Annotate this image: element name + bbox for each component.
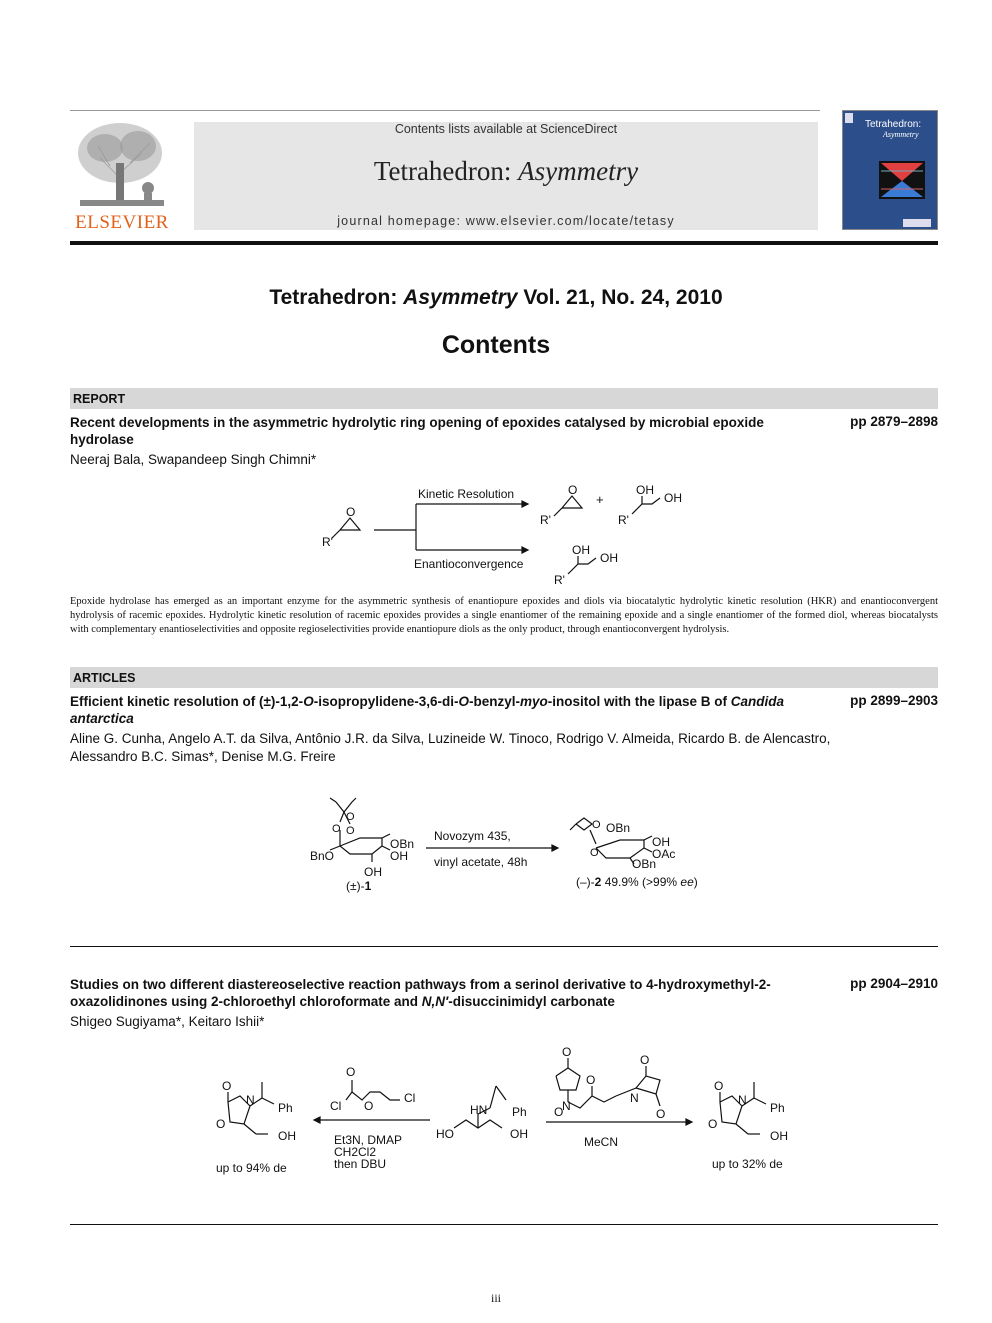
journal-title-plain: Tetrahedron: [373, 156, 512, 186]
chloroformate-cl-a: Cl [330, 1099, 342, 1113]
section-header-report: REPORT [70, 388, 938, 409]
entry-1-graphical-abstract [300, 478, 720, 590]
product-epoxide-substituent: R' [540, 513, 551, 527]
entry-1-title[interactable]: Recent developments in the asymmetric hydrolytic ring opening of epoxides catalysed by microbial epoxide hydrolase [70, 415, 764, 447]
reagent-vinyl-acetate: vinyl acetate, 48h [434, 855, 528, 869]
prod-oh: OH [652, 835, 670, 849]
left-oxaz-ph: Ph [278, 1101, 293, 1115]
serinol-ph: Ph [512, 1105, 527, 1119]
prod-label-yield: 49.9% (>99% [601, 875, 681, 889]
sm-o-top: O [346, 811, 355, 823]
prod-obn-top: OBn [606, 821, 631, 835]
reagent-enantioconvergence: Enantioconvergence [414, 557, 524, 571]
issue-journal-italic: Asymmetry [403, 286, 518, 309]
section-header-articles: ARTICLES [70, 667, 938, 688]
left-conditions-2: CH2Cl2 [334, 1145, 377, 1159]
sm-label-number: 1 [364, 879, 372, 893]
issue-title [0, 286, 992, 310]
diol-2-oh-b: OH [600, 551, 618, 565]
prod-o-left: O [590, 847, 599, 859]
diol-1-substituent: R' [618, 513, 629, 527]
right-oxaz-o-carbonyl: O [714, 1079, 724, 1093]
entry-2-pages: pp 2899–2903 [850, 693, 938, 708]
sm-label-prefix: (±)- [346, 879, 365, 893]
prod-label-prefix: (–)- [576, 875, 595, 889]
entry-3-title-italic: N,N′ [421, 994, 449, 1009]
left-conditions-1: Et3N, DMAP [334, 1133, 403, 1147]
serinol-oh: OH [510, 1127, 528, 1141]
right-conditions: MeCN [584, 1135, 619, 1149]
entry-2-title-italic: O [303, 694, 314, 709]
prod-label [576, 875, 698, 889]
prod-obn-bottom: OBn [632, 857, 657, 871]
prod-label-ee: ee [680, 875, 694, 889]
left-yield: up to 94% de [216, 1161, 287, 1175]
entry-1-pages: pp 2879–2898 [850, 414, 938, 429]
left-oxaz-oh: OH [278, 1129, 296, 1143]
entry-2-title-italic: myo [520, 694, 548, 709]
diol-1-oh-a: OH [636, 483, 654, 497]
sm-obn: OBn [390, 837, 415, 851]
serinol-hn: HN [470, 1103, 488, 1117]
journal-homepage-link[interactable]: journal homepage: www.elsevier.com/locate/tetasy [337, 214, 675, 228]
right-oxaz-ph: Ph [770, 1101, 785, 1115]
page-number: iii [490, 1291, 501, 1305]
left-oxaz-o-ring: O [216, 1117, 226, 1131]
cover-subtitle: Asymmetry [883, 130, 919, 139]
entry-3-title-part: -disuccinimidyl carbonate [448, 994, 615, 1009]
diol-1-oh-b: OH [664, 491, 682, 505]
entry-3-authors: Shigeo Sugiyama*, Keitaro Ishii* [70, 1014, 265, 1029]
sm-o-right: O [346, 825, 355, 837]
entry-2-title-part: -inositol with the lipase B of [547, 694, 731, 709]
dsc-o-1: O [562, 1045, 572, 1059]
reagent-kinetic-resolution: Kinetic Resolution [418, 487, 515, 501]
diol-2-oh-a: OH [572, 543, 590, 557]
right-oxaz-n: N [738, 1093, 747, 1107]
issue-volume: Vol. 21, No. 24, 2010 [523, 286, 723, 309]
entry-2-title-italic: O [458, 694, 469, 709]
prod-oac: OAc [652, 847, 676, 861]
entry-2-title[interactable] [70, 693, 810, 727]
entry-2-title-part: -isopropylidene-3,6-di- [313, 694, 459, 709]
entry-separator-bottom [70, 1224, 938, 1225]
chloroformate-o: O [346, 1065, 356, 1079]
left-conditions-3: then DBU [334, 1157, 387, 1171]
epoxide-oxygen: O [346, 505, 356, 519]
contents-available-line[interactable]: Contents lists available at ScienceDirect [394, 122, 618, 136]
sm-substituent: R' [322, 535, 333, 549]
sm-o-left: O [332, 823, 341, 835]
dsc-o-3: O [554, 1105, 564, 1119]
product-epoxide-oxygen: O [568, 483, 578, 497]
left-oxaz-n: N [246, 1093, 255, 1107]
prod-label-close: ) [693, 875, 698, 889]
entry-1-authors: Neeraj Bala, Swapandeep Singh Chimni* [70, 452, 317, 467]
journal-cover-thumbnail[interactable] [842, 110, 938, 230]
publisher-name: ELSEVIER [75, 212, 169, 233]
cover-art [843, 111, 938, 230]
journal-title-italic: Asymmetry [518, 156, 639, 186]
journal-title [194, 156, 818, 187]
sm-label [346, 879, 372, 893]
entry-2-title-part: -benzyl- [468, 694, 520, 709]
entry-3-pages: pp 2904–2910 [850, 976, 938, 991]
entry-2-graphical-abstract [300, 790, 720, 898]
reagent-novozym: Novozym 435, [434, 829, 511, 843]
left-oxaz-o-carbonyl: O [222, 1079, 232, 1093]
dsc-o-2: O [586, 1073, 596, 1087]
dsc-n-2: N [630, 1091, 639, 1105]
plus-sign: + [596, 492, 604, 507]
entry-2-authors: Aline G. Cunha, Angelo A.T. da Silva, Antônio J.R. da Silva, Luzineide W. Tinoco, Rodrigo V. Almeida, Ricardo B. de Alencastro, Alessandro B.C. Simas*, Denise M.G. Freire [70, 731, 831, 764]
chloroformate-o-ester: O [364, 1099, 374, 1113]
prod-o-top: O [592, 819, 601, 831]
entry-2-title-italic: Candida antarctica [70, 694, 785, 726]
dsc-o-5: O [656, 1107, 666, 1121]
journal-masthead [194, 122, 818, 230]
serinol-ho: HO [436, 1127, 454, 1141]
dsc-n-1: N [562, 1099, 571, 1113]
right-yield: up to 32% de [712, 1157, 783, 1171]
dsc-o-4: O [640, 1053, 650, 1067]
entry-1-abstract: Epoxide hydrolase has emerged as an important enzyme for the asymmetric synthesis of enantiopure epoxides and diols via biocatalytic hydrolytic kinetic resolution (HKR) and enantioconvergent hydrolysis of racemic epoxides. Hydrolytic kinetic resolution of racemic epoxides provides a single enantiomer of the remaining epoxide and a single enantiomer of the formed diol, whereas biocatalysts with complementary enantioselectivities and opposite regioselectivities provide enantiopure diols as the only product, through enantioconvergent hydrolysis. [70, 596, 938, 635]
entry-3-graphical-abstract [200, 1040, 820, 1180]
issue-journal-plain: Tetrahedron: [269, 286, 398, 309]
right-oxaz-oh: OH [770, 1129, 788, 1143]
contents-heading: Contents [441, 331, 551, 359]
sm-oh-right: OH [390, 849, 408, 863]
sm-oh-bottom: OH [364, 865, 382, 879]
header-top-rule [70, 110, 820, 111]
diol-2-substituent: R' [554, 573, 565, 587]
entry-3-title[interactable] [70, 976, 810, 1010]
right-oxaz-o-ring: O [708, 1117, 718, 1131]
prod-label-number: 2 [594, 875, 602, 889]
entry-2-title-part: Efficient kinetic resolution of (±)-1,2- [70, 694, 304, 709]
cover-title: Tetrahedron: [865, 119, 922, 130]
sm-bno: BnO [310, 849, 335, 863]
chloroformate-cl-b: Cl [404, 1091, 416, 1105]
entry-3-title-part: Studies on two different diastereoselective reaction pathways from a serinol derivative to 4-hydroxymethyl-2-oxazolidinones using 2-chloroethyl chloroformate and [70, 977, 771, 1009]
header-bottom-rule [70, 241, 938, 245]
entry-separator [70, 946, 938, 947]
